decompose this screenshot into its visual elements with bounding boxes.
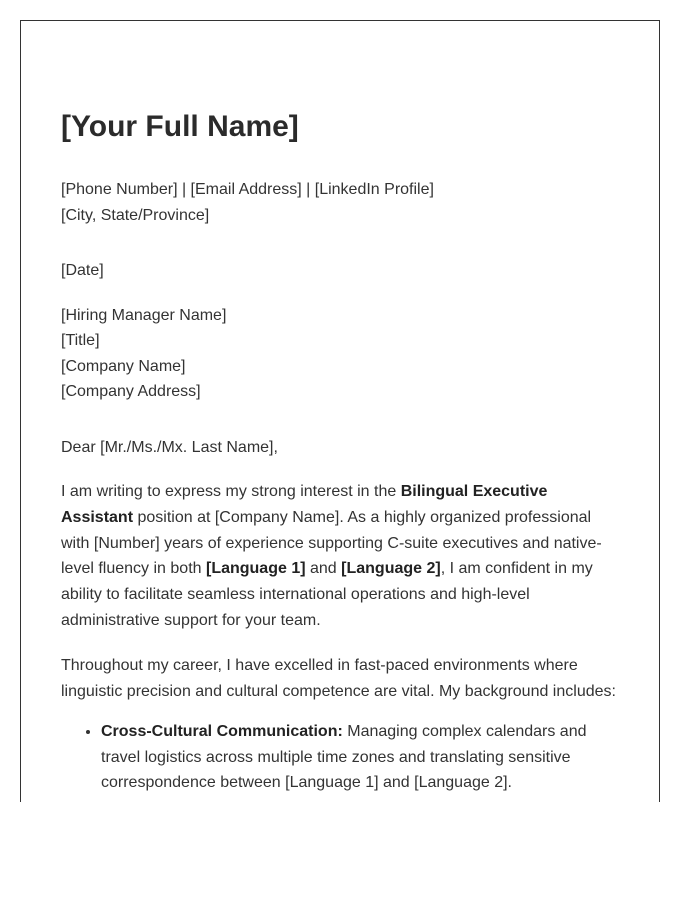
intro-text-4: , I am confident in my ability to facilitate seamless international operations and high-level administrative support for your team. xyxy=(61,560,593,629)
salutation: Dear [Mr./Ms./Mx. Last Name], xyxy=(61,438,278,456)
intro-paragraph xyxy=(61,479,621,634)
list-item-text: Managing complex calendars and travel logistics across multiple time zones and translating sensitive correspondence between [Language 1] and [Language 2]. xyxy=(101,723,587,792)
skills-list xyxy=(61,719,621,796)
contact-location: [City, State/Province] xyxy=(61,206,210,224)
letter-date: [Date] xyxy=(61,262,104,279)
recipient-company: [Company Name] xyxy=(61,357,186,375)
applicant-name: [Your Full Name] xyxy=(61,110,299,143)
intro-job-title: Bilingual Executive Assistant xyxy=(61,483,548,526)
recipient-address: [Company Address] xyxy=(61,383,201,400)
intro-text-1: I am writing to express my strong interest in the xyxy=(61,483,401,500)
recipient-block xyxy=(61,303,621,405)
contact-block xyxy=(61,177,621,228)
intro-language-1: [Language 1] xyxy=(205,560,306,578)
list-item-heading: Cross-Cultural Communication: xyxy=(101,723,343,741)
intro-text-3: and xyxy=(305,560,342,578)
letter-content xyxy=(61,105,621,796)
background-paragraph: Throughout my career, I have excelled in fast-paced environments where linguistic precision and cultural competence are vital. My background includes: xyxy=(61,656,616,700)
intro-language-2: [Language 2] xyxy=(341,560,441,578)
recipient-title: [Title] xyxy=(61,332,100,349)
contact-details: [Phone Number] | [Email Address] | [LinkedIn Profile] xyxy=(61,181,434,198)
letter-page xyxy=(20,20,660,802)
recipient-name: [Hiring Manager Name] xyxy=(61,306,227,324)
intro-text-2: position at [Company Name]. As a highly organized professional with [Number] years of experience supporting C-suite executives and native-level fluency in both xyxy=(61,508,602,578)
list-item xyxy=(101,719,621,796)
